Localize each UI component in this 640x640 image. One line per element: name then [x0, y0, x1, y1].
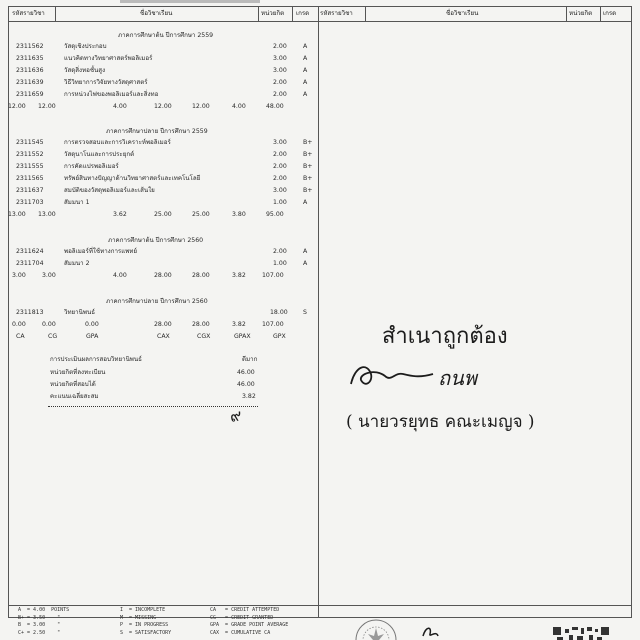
course-code: 2311639 — [16, 79, 44, 86]
course-grade: B+ — [303, 163, 313, 170]
course-name: ทรัพย์สินทางปัญญาด้านวิทยาศาสตร์และเทคโนโลยี — [64, 175, 201, 182]
right-header-code: รหัสรายวิชา — [320, 10, 353, 17]
signature-fragment-icon — [420, 624, 440, 640]
summary-cax: 12.00 — [154, 103, 172, 110]
qr-code-icon — [553, 627, 609, 640]
summary-cgx: 12.00 — [192, 103, 210, 110]
end-of-record-dots — [48, 406, 258, 407]
course-credit: 3.00 — [273, 55, 287, 62]
summary-cax: 28.00 — [154, 321, 172, 328]
course-grade: A — [303, 43, 308, 50]
semester-title: ภาคการศึกษาต้น ปีการศึกษา 2559 — [118, 32, 214, 39]
course-credit: 3.00 — [273, 67, 287, 74]
summary-cg: 0.00 — [42, 321, 56, 328]
course-name: สมบัติของวัสดุพอลิเมอร์และเส้นใย — [64, 187, 155, 194]
legend-line: I = INCOMPLETE — [120, 607, 166, 613]
course-credit: 2.00 — [273, 91, 287, 98]
course-grade: A — [303, 67, 308, 74]
course-code: 2311636 — [16, 67, 44, 74]
right-grade-divider — [600, 6, 601, 21]
course-credit: 3.00 — [273, 187, 287, 194]
legend-rule — [8, 605, 632, 606]
right-header-grade: เกรด — [603, 10, 617, 17]
summary-gpa: 4.00 — [113, 103, 127, 110]
legend-line: S = SATISFACTORY — [120, 629, 172, 636]
course-name: การคัดแปรพอลิเมอร์ — [64, 163, 119, 170]
course-name: สัมมนา 1 — [64, 199, 90, 206]
summary-cg: 13.00 — [38, 211, 56, 218]
legend-line: P = IN PROGRESS — [120, 622, 169, 628]
course-name: วัสดุเชิงประกอบ — [64, 43, 107, 50]
summary-gpx: 95.00 — [266, 211, 284, 218]
course-grade: B+ — [303, 187, 313, 194]
summary-label-gpa: GPA — [86, 333, 99, 340]
legend-line: CAX = CUMULATIVE CA — [210, 629, 271, 636]
semester-title: ภาคการศึกษาต้น ปีการศึกษา 2560 — [108, 237, 204, 244]
thesis-row-label: หน่วยกิตที่ลงทะเบียน — [50, 369, 106, 376]
course-credit: 18.00 — [270, 309, 288, 316]
center-divider — [318, 6, 319, 618]
course-credit: 2.00 — [273, 151, 287, 158]
course-credit: 2.00 — [273, 163, 287, 170]
course-grade: B+ — [303, 151, 313, 158]
right-header-credit: หน่วยกิต — [569, 10, 593, 17]
course-credit: 2.00 — [273, 248, 287, 255]
left-header-name: ชื่อวิชาเรียน — [140, 10, 173, 17]
left-header-code: รหัสรายวิชา — [12, 10, 45, 17]
course-grade: A — [303, 248, 308, 255]
seal-emblem-icon — [352, 616, 400, 640]
summary-cax: 25.00 — [154, 211, 172, 218]
summary-label-cg: CG — [48, 333, 58, 340]
summary-gpax: 3.82 — [232, 321, 246, 328]
course-name: วัสดุนาโนและการประยุกต์ — [64, 151, 135, 158]
course-grade: A — [303, 55, 308, 62]
summary-gpx: 107.00 — [262, 321, 284, 328]
signature: ถนพ — [438, 366, 477, 390]
certified-copy-text: สำเนาถูกต้อง — [382, 324, 508, 349]
course-credit: 3.00 — [273, 139, 287, 146]
summary-gpax: 3.82 — [232, 272, 246, 279]
legend-line: B = 3.00 " — [18, 622, 61, 628]
summary-label-cgx: CGX — [197, 333, 211, 340]
right-credit-divider — [566, 6, 567, 21]
course-code: 2311704 — [16, 260, 44, 267]
course-name: การหน่วงไฟของพอลิเมอร์และสิ่งทอ — [64, 91, 159, 98]
thesis-row-value: 46.00 — [237, 381, 255, 388]
left-grade-divider — [292, 6, 293, 21]
course-name: การตรวจสอบและการวิเคราะห์พอลิเมอร์ — [64, 139, 171, 146]
course-name: วิทยานิพนธ์ — [64, 309, 95, 316]
course-name: สัมมนา 2 — [64, 260, 90, 267]
left-code-divider — [55, 6, 56, 21]
right-header-name: ชื่อวิชาเรียน — [446, 10, 479, 17]
thesis-result: ดีมาก — [242, 356, 258, 363]
header-rule — [8, 21, 632, 22]
course-code: 2311545 — [16, 139, 44, 146]
course-grade: B+ — [303, 175, 313, 182]
course-code: 2311565 — [16, 175, 44, 182]
course-grade: S — [303, 309, 307, 316]
summary-gpa: 4.00 — [113, 272, 127, 279]
legend-line: GPA = GRADE POINT AVERAGE — [210, 622, 289, 628]
summary-gpax: 3.80 — [232, 211, 246, 218]
top-cut-strip — [120, 0, 260, 3]
summary-cg: 12.00 — [38, 103, 56, 110]
signer-name: ( นายวรยุทธ คณะเมญจ ) — [346, 412, 535, 432]
end-mark: ๙ — [228, 405, 244, 426]
course-name: แนวคิดทางวิทยาศาสตร์พอลิเมอร์ — [64, 55, 153, 62]
course-credit: 2.00 — [273, 175, 287, 182]
summary-gpa: 0.00 — [85, 321, 99, 328]
legend-line: CA = CREDIT ATTEMPTED — [210, 607, 280, 613]
course-name: วัสดุสิ่งทอชั้นสูง — [64, 67, 106, 74]
summary-ca: 3.00 — [12, 272, 26, 279]
summary-gpa: 3.62 — [113, 211, 127, 218]
semester-title: ภาคการศึกษาปลาย ปีการศึกษา 2560 — [106, 298, 208, 305]
course-name: วิธีวิทยาการวิจัยทางวัสดุศาสตร์ — [64, 79, 148, 86]
course-code: 2311552 — [16, 151, 44, 158]
course-code: 2311813 — [16, 309, 44, 316]
summary-label-cax: CAX — [157, 333, 170, 340]
semester-title: ภาคการศึกษาปลาย ปีการศึกษา 2559 — [106, 128, 208, 135]
course-grade: A — [303, 91, 308, 98]
course-grade: A — [303, 79, 308, 86]
thesis-row-value: 3.82 — [242, 393, 256, 400]
summary-ca: 0.00 — [12, 321, 26, 328]
summary-cgx: 28.00 — [192, 272, 210, 279]
right-code-divider — [365, 6, 366, 21]
thesis-row-value: 46.00 — [237, 369, 255, 376]
course-code: 2311637 — [16, 187, 44, 194]
left-credit-divider — [258, 6, 259, 21]
thesis-row-label: คะแนนเฉลี่ยสะสม — [50, 393, 99, 400]
course-code: 2311659 — [16, 91, 44, 98]
course-credit: 1.00 — [273, 260, 287, 267]
course-credit: 1.00 — [273, 199, 287, 206]
summary-gpx: 48.00 — [266, 103, 284, 110]
summary-cgx: 25.00 — [192, 211, 210, 218]
summary-label-gpax: GPAX — [234, 333, 251, 340]
course-grade: B+ — [303, 139, 313, 146]
legend-line: CG = CREDIT GRANTED — [210, 614, 274, 621]
summary-ca: 12.00 — [8, 103, 26, 110]
legend-line: M = MISSING — [120, 614, 157, 621]
course-code: 2311562 — [16, 43, 44, 50]
summary-gpax: 4.00 — [232, 103, 246, 110]
left-header-credit: หน่วยกิต — [261, 10, 285, 17]
course-code: 2311703 — [16, 199, 44, 206]
left-header-grade: เกรด — [296, 10, 310, 17]
course-grade: A — [303, 199, 308, 206]
legend-line: B+ = 3.50 " — [18, 614, 61, 621]
course-code: 2311635 — [16, 55, 44, 62]
course-credit: 2.00 — [273, 43, 287, 50]
thesis-title: การประเมินผลการสอบวิทยานิพนธ์ — [50, 356, 142, 363]
thesis-row-label: หน่วยกิตที่สอบได้ — [50, 381, 96, 388]
legend-line: A = 4.00 POINTS — [18, 607, 70, 613]
summary-cax: 28.00 — [154, 272, 172, 279]
course-grade: A — [303, 260, 308, 267]
course-name: พอลิเมอร์ที่ใช้ทางการแพทย์ — [64, 248, 138, 255]
course-code: 2311555 — [16, 163, 44, 170]
legend-line: C+ = 2.50 " — [18, 629, 61, 636]
summary-label-gpx: GPX — [273, 333, 286, 340]
course-code: 2311624 — [16, 248, 44, 255]
summary-cgx: 28.00 — [192, 321, 210, 328]
summary-label-ca: CA — [16, 333, 25, 340]
summary-ca: 13.00 — [8, 211, 26, 218]
summary-gpx: 107.00 — [262, 272, 284, 279]
summary-cg: 3.00 — [42, 272, 56, 279]
course-credit: 2.00 — [273, 79, 287, 86]
